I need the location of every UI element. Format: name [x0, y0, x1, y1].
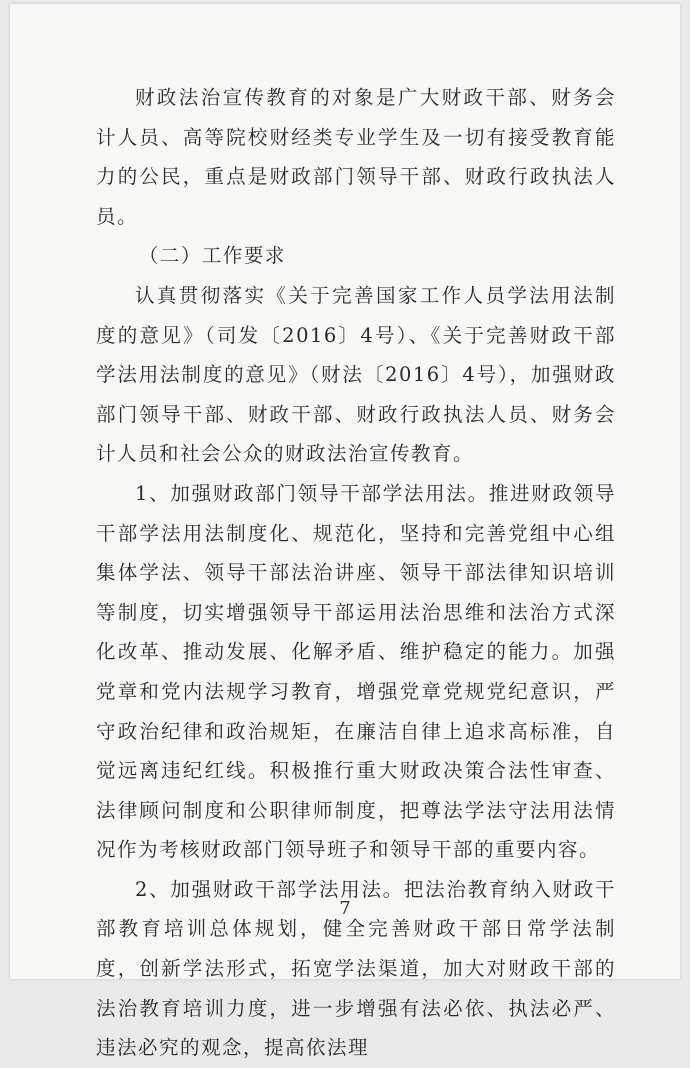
- document-page: [10, 4, 680, 1060]
- page-number: 7: [339, 898, 351, 919]
- paragraph-requirements: 认真贯彻落实《关于完善国家工作人员学法用法制度的意见》（司发〔2016〕4号）、《关于完善财政干部学法用法制度的意见》（财法〔2016〕4号），加强财政部门领导干部、财政干部、财政行政执法人员、财务会计人员和社会公众的财政法治宣传教育。: [96, 283, 616, 466]
- paragraph-leaders: 1、加强财政部门领导干部学法用法。推进财政领导干部学法用法制度化、规范化，坚持和完善党组中心组集体学法、领导干部法治讲座、领导干部法律知识培训等制度，切实增强领导干部运用法治思维和法治方式深化改革、推动发展、化解矛盾、维护稳定的能力。加强党章和党内法规学习教育，增强党章党规党纪意识，严守政治纪律和政治规矩，在廉洁自律上追求高标准，自觉远离违纪红线。积极推行重大财政决策合法性审查、法律顾问制度和公职律师制度，把尊法学法守法用法情况作为考核财政部门领导班子和领导干部的重要内容。: [96, 481, 616, 862]
- paragraph-audience: 财政法治宣传教育的对象是广大财政干部、财务会计人员、高等院校财经类专业学生及一切有接受教育能力的公民，重点是财政部门领导干部、财政行政执法人员。: [96, 86, 616, 228]
- section-heading: （二）工作要求: [138, 244, 286, 268]
- body-text: [96, 78, 616, 1068]
- paragraph-cadres: 2、加强财政干部学法用法。把法治教育纳入财政干部教育培训总体规划，健全完善财政干部日常学法制度，创新学法形式，拓宽学法渠道，加大对财政干部的法治教育培训力度，进一步增强有法必依、执法必严、违法必究的观念，提高依法理: [96, 877, 616, 1060]
